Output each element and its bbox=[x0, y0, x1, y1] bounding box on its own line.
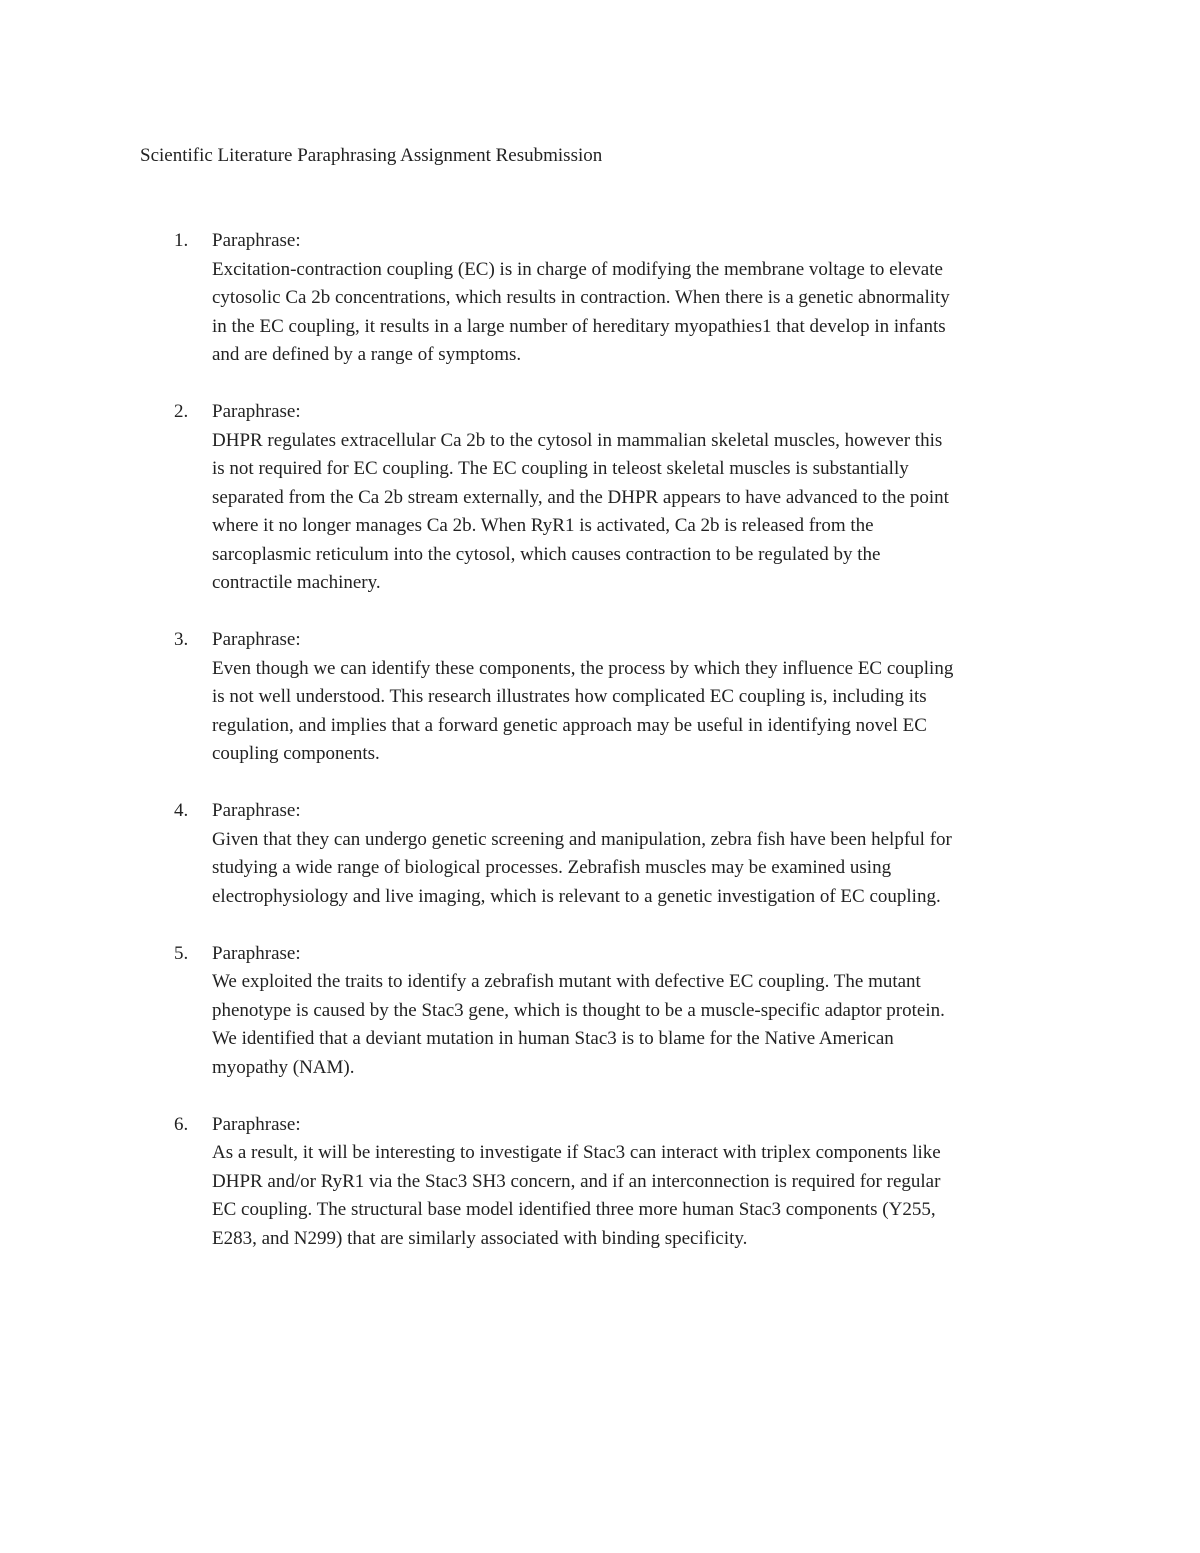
body-line: separated from the Ca 2b stream externally, and the DHPR appears to have advanced to the point bbox=[212, 486, 949, 508]
body-line: We identified that a deviant mutation in human Stac3 is to blame for the Native American bbox=[212, 1028, 894, 1049]
item-number: 1. bbox=[174, 230, 189, 251]
body-line: myopathy (NAM). bbox=[212, 1056, 355, 1078]
body-line: cytosolic Ca 2b concentrations, which results in contraction. When there is a genetic abnormality bbox=[212, 287, 950, 308]
body-line: Even though we can identify these components, the process by which they influence EC coupling bbox=[212, 657, 954, 679]
list-item bbox=[0, 797, 1200, 911]
item-label: Paraphrase: bbox=[212, 800, 301, 821]
list-item bbox=[0, 398, 1200, 598]
body-line: contractile machinery. bbox=[212, 572, 381, 593]
body-line: DHPR regulates extracellular Ca 2b to the cytosol in mammalian skeletal muscles, however this bbox=[212, 429, 943, 451]
item-label: Paraphrase: bbox=[212, 629, 301, 650]
body-line: and are defined by a range of symptoms. bbox=[212, 344, 522, 365]
body-line: E283, and N299) that are similarly associated with binding specificity. bbox=[212, 1227, 748, 1249]
item-number: 2. bbox=[174, 401, 189, 422]
paraphrase-list bbox=[0, 227, 1200, 1282]
body-line: Given that they can undergo genetic screening and manipulation, zebra fish have been helpful for bbox=[212, 828, 952, 850]
list-item bbox=[0, 940, 1200, 1083]
body-line: As a result, it will be interesting to investigate if Stac3 can interact with triplex components like bbox=[212, 1142, 941, 1163]
list-item bbox=[0, 1111, 1200, 1254]
document-title: Scientific Literature Paraphrasing Assignment Resubmission bbox=[140, 145, 603, 166]
item-label: Paraphrase: bbox=[212, 401, 301, 422]
item-body bbox=[212, 256, 1062, 370]
item-label: Paraphrase: bbox=[212, 1113, 301, 1135]
item-body bbox=[212, 968, 1062, 1082]
body-line: EC coupling. The structural base model identified three more human Stac3 components (Y255, bbox=[212, 1199, 936, 1220]
item-body bbox=[212, 826, 1062, 912]
item-body bbox=[212, 1139, 1062, 1253]
body-line: sarcoplasmic reticulum into the cytosol, which causes contraction to be regulated by the bbox=[212, 543, 881, 565]
item-body bbox=[212, 427, 1062, 598]
item-number: 3. bbox=[174, 629, 189, 650]
item-label: Paraphrase: bbox=[212, 942, 301, 964]
body-line: phenotype is caused by the Stac3 gene, which is thought to be a muscle-specific adaptor protein. bbox=[212, 999, 945, 1021]
body-line: DHPR and/or RyR1 via the Stac3 SH3 concern, and if an interconnection is required for regular bbox=[212, 1170, 941, 1192]
body-line: is not well understood. This research illustrates how complicated EC coupling is, including its bbox=[212, 686, 927, 707]
body-line: regulation, and implies that a forward genetic approach may be useful in identifying novel EC bbox=[212, 714, 927, 736]
item-number: 6. bbox=[174, 1113, 189, 1135]
body-line: Excitation-contraction coupling (EC) is in charge of modifying the membrane voltage to elevate bbox=[212, 258, 943, 280]
body-line: We exploited the traits to identify a zebrafish mutant with defective EC coupling. The mutant bbox=[212, 971, 921, 992]
list-item bbox=[0, 227, 1200, 370]
list-item bbox=[0, 626, 1200, 769]
item-label: Paraphrase: bbox=[212, 230, 301, 251]
item-number: 4. bbox=[174, 800, 189, 821]
body-line: where it no longer manages Ca 2b. When RyR1 is activated, Ca 2b is released from the bbox=[212, 515, 874, 536]
body-line: is not required for EC coupling. The EC coupling in teleost skeletal muscles is substantially bbox=[212, 458, 909, 479]
item-number: 5. bbox=[174, 942, 189, 964]
body-line: electrophysiology and live imaging, which is relevant to a genetic investigation of EC coupling. bbox=[212, 885, 941, 907]
item-body bbox=[212, 655, 1062, 769]
body-line: studying a wide range of biological processes. Zebrafish muscles may be examined using bbox=[212, 857, 892, 878]
body-line: coupling components. bbox=[212, 743, 380, 764]
body-line: in the EC coupling, it results in a large number of hereditary myopathies1 that develop in infants bbox=[212, 315, 946, 337]
